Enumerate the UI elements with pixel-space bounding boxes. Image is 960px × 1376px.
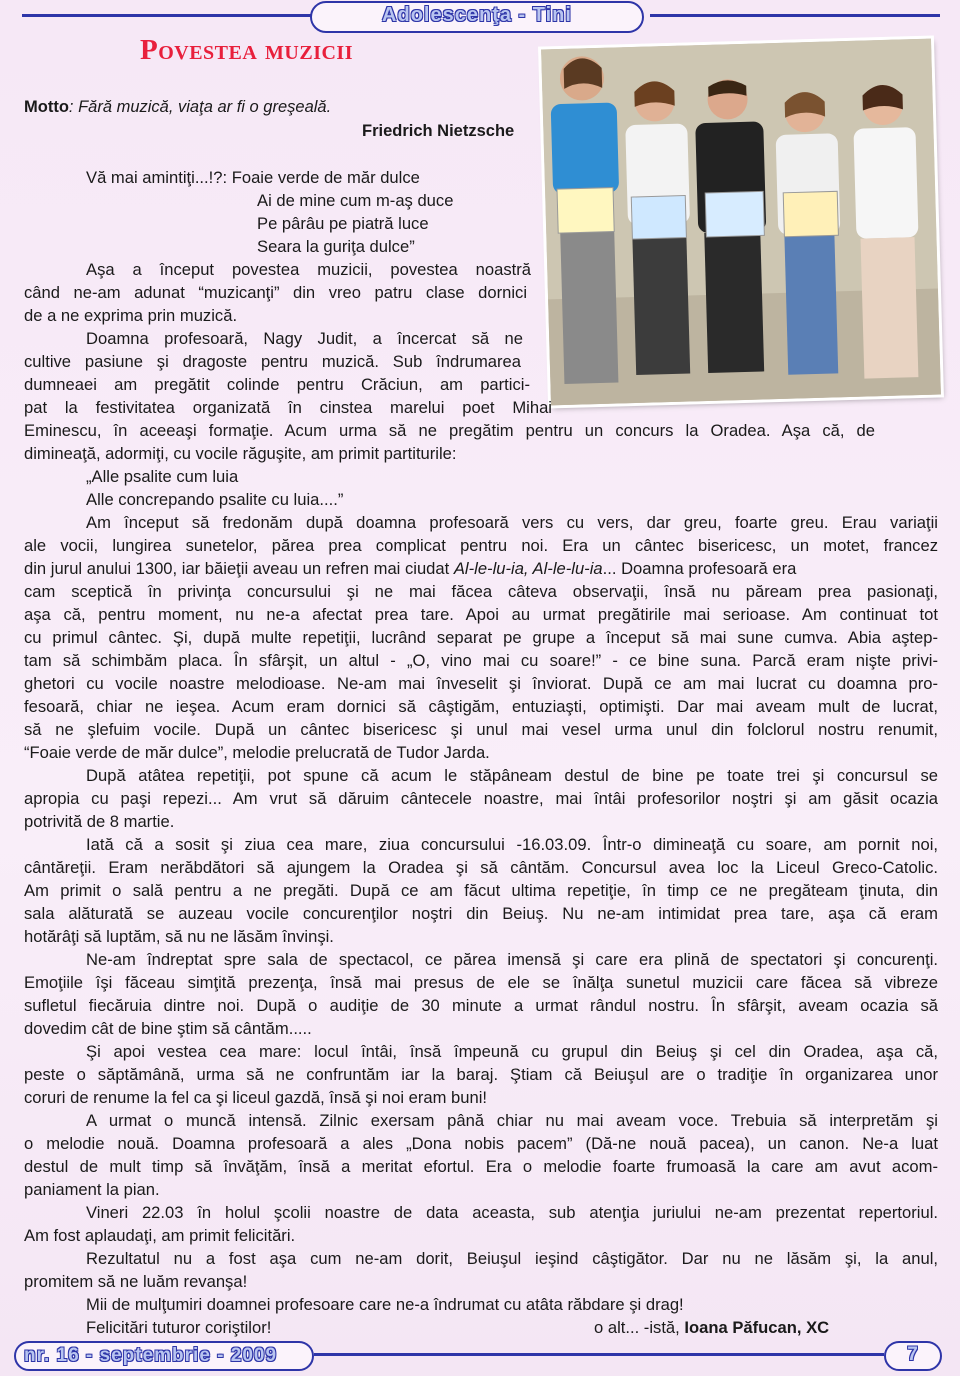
text-line: Am primit o sală pentru a ne pregăti. După ce am făcut ultima repetiţie, în timp ce ne pregăteam ţinuta, din (24, 881, 938, 900)
text-line: ghetori cu vocile noastre melodioase. Ne-am mai înveselit şi înviorat. După ce am mai lucrat cu doamna pro- (24, 674, 938, 693)
text-line: Emoţiile îşi făceau simţită prezenţa, însă mai presus de ele se înălţa sunetul muzicii care făcea să vibreze (24, 973, 938, 992)
text-segment: din jurul anului 1300, iar băieţii aveau un refren mai ciudat (24, 559, 454, 578)
text-line: Am început să fredonăm după doamna profesoară vers cu vers, dar greu, foarte greu. Erau variaţii (86, 513, 938, 532)
motto-label: Motto (24, 98, 69, 116)
text-line: Şi apoi vestea cea mare: locul întâi, însă împeună cu grupul din Beiuş şi cel din Oradea, aşa că, (86, 1042, 938, 1061)
text-line: cultive pasiune şi dragoste pentru muzică. Sub îndrumarea (24, 352, 521, 371)
magazine-title: Adolescenţa - Tini (382, 4, 572, 26)
text-line: cântăreţii. Eram nerăbdători să ajungem la Oradea şi să cântăm. Concursul avea loc la Liceul Greco-Catolic. (24, 858, 938, 877)
text-line: peste o săptămână, urma să ne confruntăm iar la baraj. Ştiam că Beiuşul are o tradiţie în organizarea unor (24, 1065, 938, 1084)
text-line: o melodie nouă. Doamna profesoară a ales „Dona nobis pacem” (Dă-ne nouă pacea), un canon. Ne-a luat (24, 1134, 938, 1153)
text-line: sufletul fiecăruia dintre noi. După o audiţie de 30 minute a urmat rândul nostru. În sfârşit, aveam ocazia să (24, 996, 938, 1015)
footer-rule (314, 1353, 884, 1356)
page-number-badge (884, 1341, 942, 1371)
header-rule-left (22, 14, 312, 17)
text-line: ale vocii, lungirea sunetelor, părea prea complicat pentru noi. Era un cântec bisericesc, un motet, francez (24, 536, 938, 555)
signature-name: Ioana Păfucan, XC (684, 1318, 830, 1337)
page-number: 7 (907, 1344, 919, 1365)
choir-photo-illustration (541, 39, 941, 406)
motto-text: : Fără muzică, viaţa ar fi o greşeală. (68, 98, 332, 116)
text-line: pat la festivitatea organizată în cinstea marelui poet Mihai (24, 398, 552, 417)
issue-label: nr. 16 - septembrie - 2009 (24, 1345, 278, 1366)
text-line: Am fost aplaudaţi, am primit felicitări. (24, 1226, 296, 1245)
text-line: Pe pârâu pe piatră luce (257, 214, 429, 233)
text-line: coruri de renume la fel ca şi liceul gazdă, însă şi noi eram buni! (24, 1088, 488, 1107)
motto (24, 98, 331, 117)
text-line: potrivită de 8 martie. (24, 812, 175, 831)
text-line: hotărâţi să luptăm, să nu ne lăsăm învinşi. (24, 927, 334, 946)
text-line: să ne şlefuim vocile. După un cântec bisericesc şi unul mai vesel urma unul din folclorul nostru renumit, (24, 720, 938, 739)
text-line: Rezultatul nu a fost aşa cum ne-am dorit, Beiuşul ieşind câştigător. Dar nu ne lăsăm şi, la anul, (86, 1249, 938, 1268)
text-line: promitem să ne luăm revanşa! (24, 1272, 248, 1291)
text-line: aşa că, pentru moment, nu ne-a afectat prea tare. Apoi au urmat pregătirile mai serioase. Am continuat tot (24, 605, 938, 624)
text-line: Ai de mine cum m-aş duce (257, 191, 454, 210)
text-line: cam sceptică în privinţa concursului şi ne mai făcea câteva observaţii, însă nu păream prea pasionaţi, (24, 582, 938, 601)
text-line: sala alăturată se auzeau vocile concurenţilor noştri din Beiuş. Nu ne-am intimidat prea tare, aşa că eram (24, 904, 938, 923)
text-line: apropia cu paşi repezi... Am vrut să dăruim cântecele noastre, mai întâi profesorilor noştri şi am găsit ocazia (24, 789, 938, 808)
text-line: Ne-am îndreptat spre sala de spectacol, ce părea imensă şi care era plină de spectatori şi concurenţi. (86, 950, 938, 969)
issue-badge (14, 1341, 314, 1371)
text-line: dimineaţă, adormiţi, cu vocile răguşite, am primit partiturile: (24, 444, 457, 463)
text-line: “Foaie verde de măr dulce”, melodie prelucrată de Tudor Jarda. (24, 743, 490, 762)
text-line: Vineri 22.03 în holul şcolii noastre de data aceasta, sub atenţia juriului ne-am prezentat repertoriul. (86, 1203, 938, 1222)
signature-prefix: o alt... -istă, (594, 1318, 685, 1337)
article-title: Povestea muzicii (140, 34, 354, 66)
text-line: dumneaei am pregătit colinde pentru Crăciun, am partici- (24, 375, 530, 394)
text-line: Aşa a început povestea muzicii, povestea noastră (86, 260, 531, 279)
text-line: de a ne exprima prin muzică. (24, 306, 238, 325)
text-line: Doamna profesoară, Nagy Judit, a încercat să ne (86, 329, 523, 348)
text-line: Iată că a sosit şi ziua cea mare, ziua concursului -16.03.09. Într-o dimineaţă cu soare, am pornit noi, (86, 835, 938, 854)
text-line: fesoară, chiar ne ieşea. Acum eram dornici să câştigăm, entuziaşti, optimişti. Dar mai aveam mult de lucrat, (24, 697, 938, 716)
text-line: Eminescu, în aceeaşi formaţie. Acum urma să ne pregătim pentru un concurs la Oradea. Aşa că, de (24, 421, 875, 440)
text-segment-italic: Al-le-lu-ia, Al-le-lu-ia (453, 559, 603, 578)
choir-photo (541, 39, 941, 406)
magazine-header (310, 1, 644, 33)
text-line: Mii de mulţumiri doamnei profesoare care ne-a îndrumat cu atâta răbdare şi drag! (86, 1295, 684, 1314)
text-line: când ne-am adunat “muzicanţi” din vreo patru clase dornici (24, 283, 527, 302)
motto-author: Friedrich Nietzsche (362, 122, 515, 140)
text-line: A urmat o muncă intensă. Zilnic exersam până chiar nu mai aveam voce. Trebuia să interpretăm şi (86, 1111, 938, 1130)
text-line: Alle concrepando psalite cu luia....” (86, 490, 344, 509)
signature (594, 1317, 829, 1340)
text-line: paniament la pian. (24, 1180, 160, 1199)
text-line: „Alle psalite cum luia (86, 467, 239, 486)
text-line: Felicitări tuturor coriştilor! (86, 1318, 272, 1337)
text-line: Vă mai amintiţi...!?: Foaie verde de măr dulce (86, 168, 420, 187)
text-line: Seara la guriţa dulce” (257, 237, 415, 256)
text-line: cu primul cântec. Şi, după multe repetiţii, lucrând separat pe grupe a început să mai sune cumva. Abia aştep- (24, 628, 938, 647)
text-line-mixed (24, 558, 938, 581)
text-line: tam să schimbăm placa. În sfârşit, un altul - „O, vino mai cu soare!” - ce bine suna. Parcă eram nişte privi- (24, 651, 938, 670)
text-line: După atâtea repetiţii, pot spune că acum le stăpâneam destul de bine pe toate trei şi concursul se (86, 766, 938, 785)
text-segment: ... Doamna profesoară era (602, 559, 797, 578)
text-line: dovedim cât de bine ştim să cântăm..... (24, 1019, 312, 1038)
header-rule-right (650, 14, 940, 17)
text-line: destul de mult timp să învăţăm, însă a meritat efortul. Era o melodie foarte frumoasă la care am avut acom- (24, 1157, 938, 1176)
